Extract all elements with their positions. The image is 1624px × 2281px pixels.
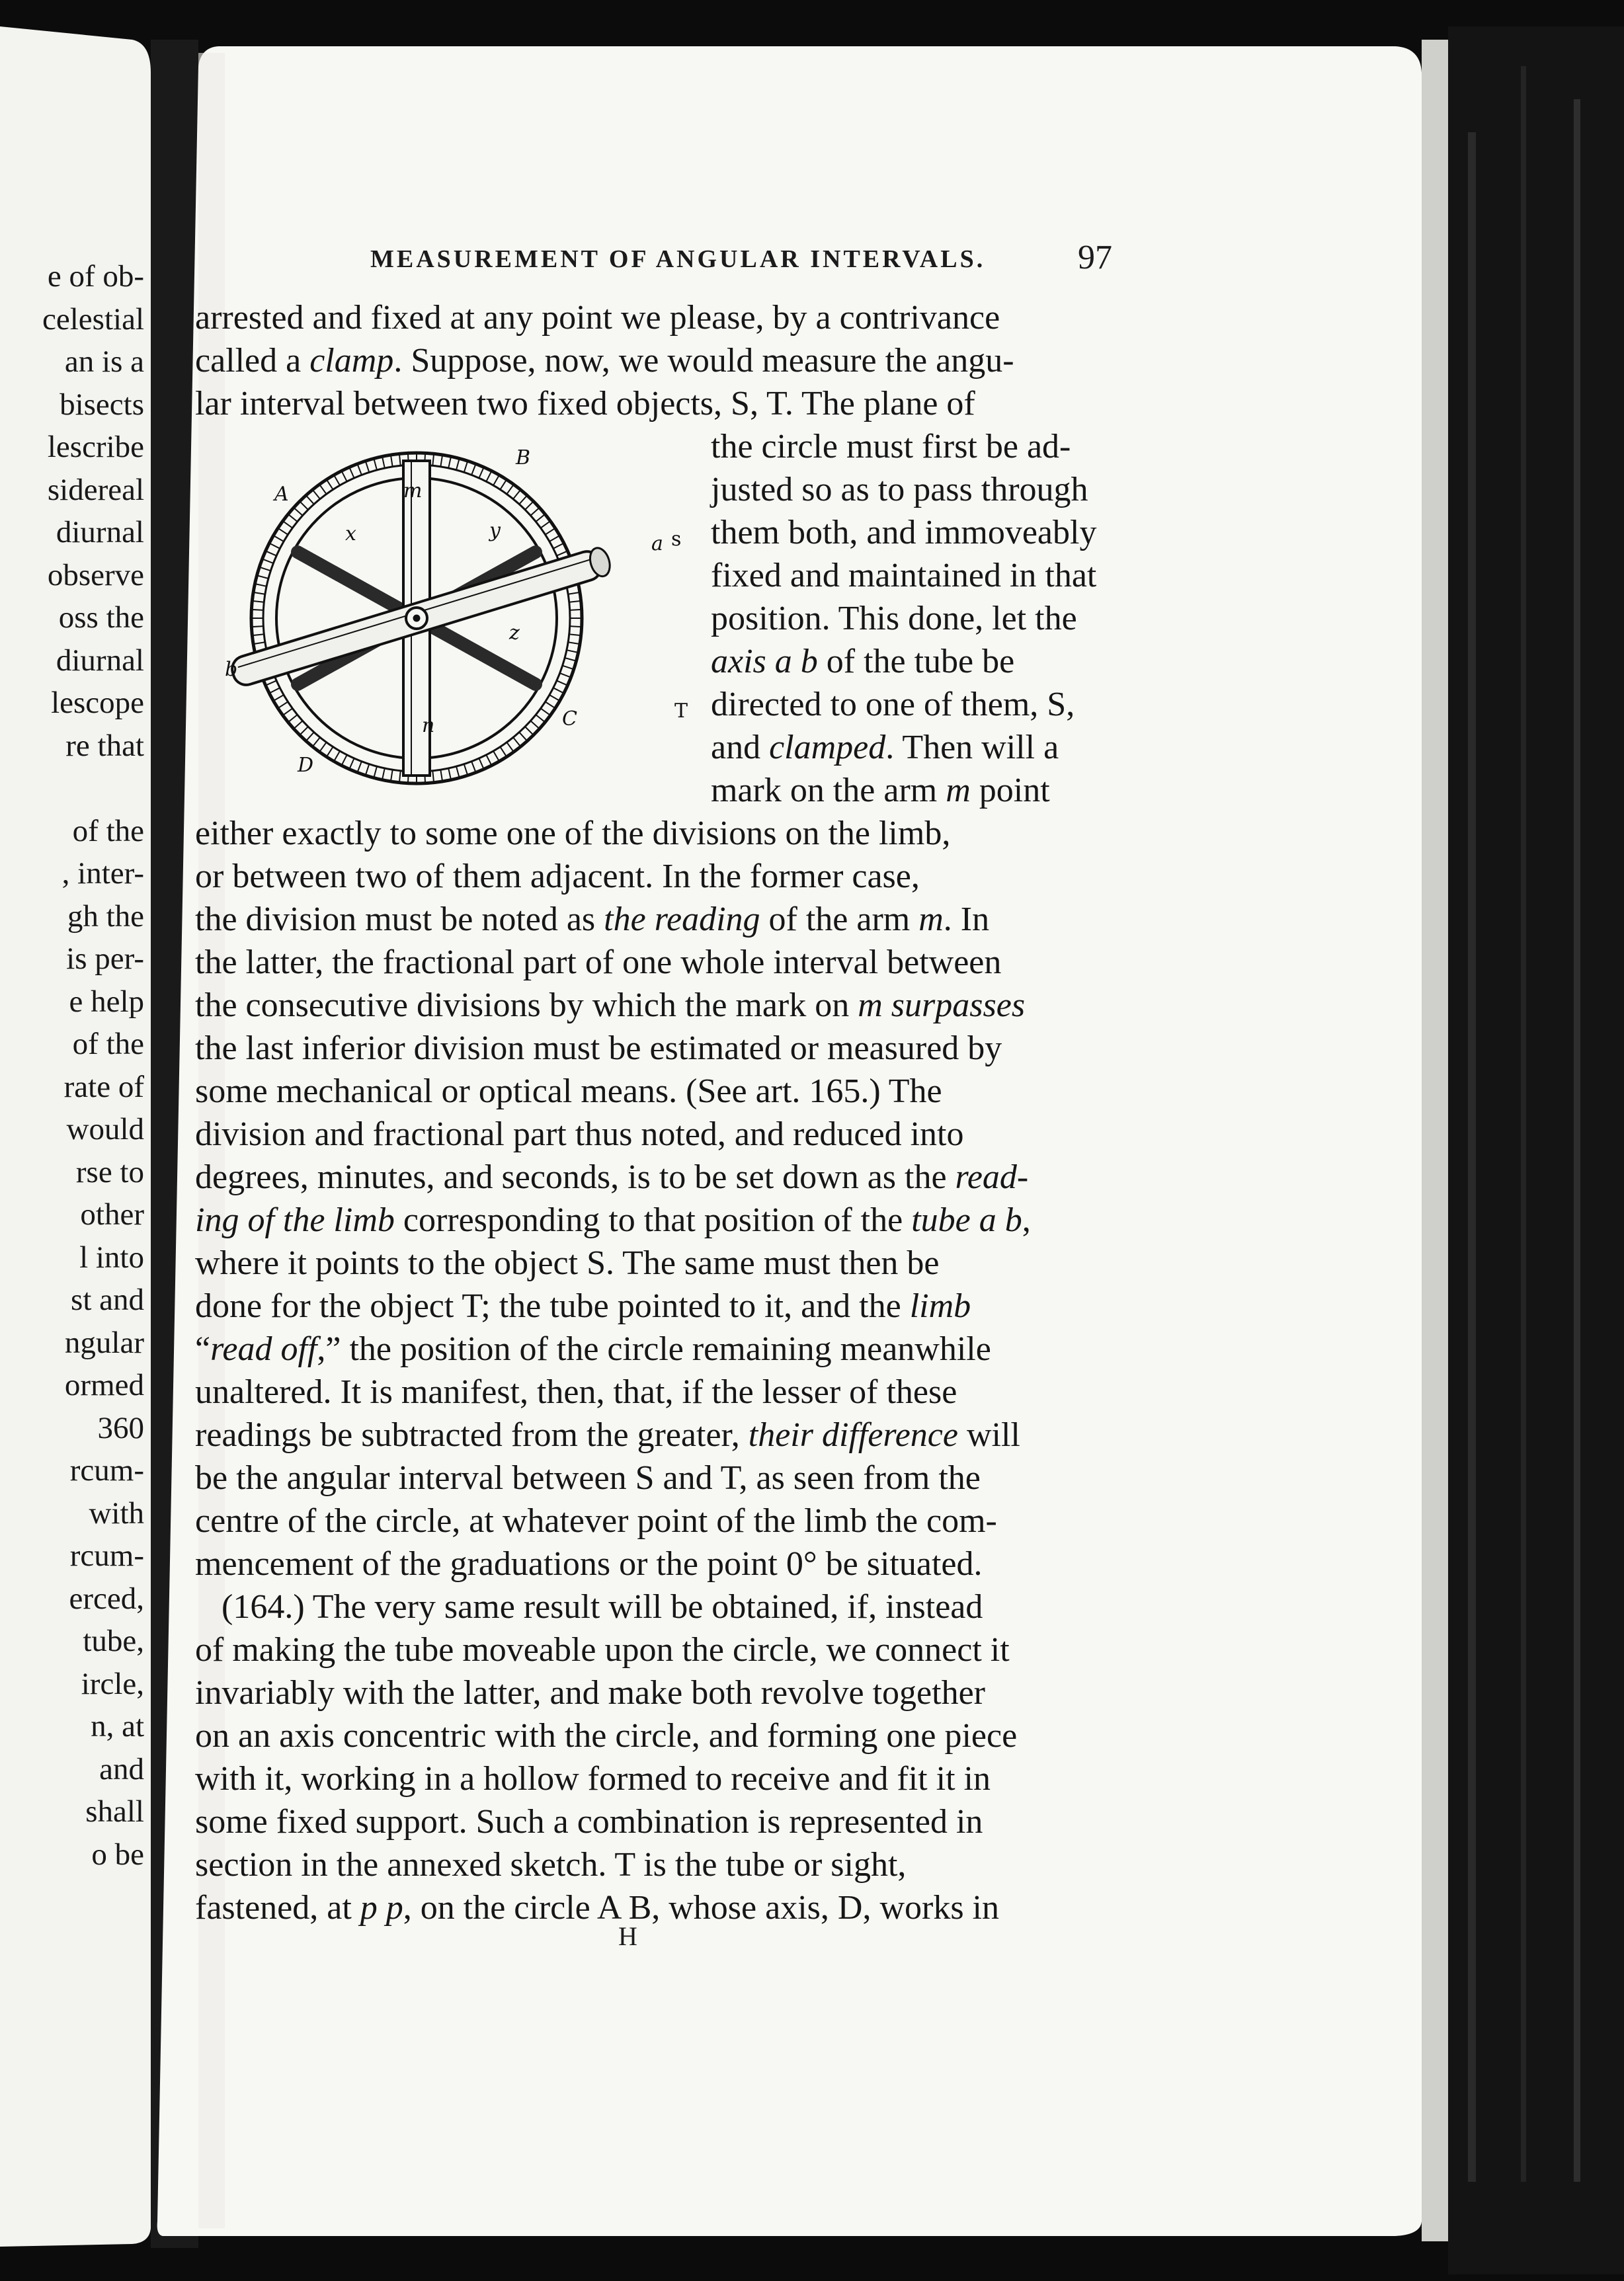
limb-graduation-tick: [500, 479, 507, 489]
text-line: some mechanical or optical means. (See art. 165.) The: [195, 1072, 942, 1110]
text-line: position. This done, let the: [711, 600, 1077, 637]
text-line: the last inferior division must be estimated or measured by: [195, 1029, 1002, 1067]
text-line: the consecutive divisions by which the mark on m surpasses: [195, 986, 1026, 1024]
limb-graduation-tick: [382, 768, 385, 780]
limb-graduation-tick: [500, 747, 507, 757]
limb-graduation-tick: [560, 673, 571, 678]
limb-graduation-tick: [294, 508, 302, 516]
limb-graduation-tick: [306, 495, 314, 504]
limb-graduation-tick: [546, 701, 555, 708]
limb-graduation-tick: [251, 626, 263, 627]
text-line: on an axis concentric with the circle, and forming one piece: [195, 1717, 1018, 1755]
text-line: done for the object T; the tube pointed to it, and the limb: [195, 1287, 971, 1325]
text-line: with it, working in a hollow formed to receive and fit it in: [195, 1760, 991, 1798]
limb-graduation-tick: [568, 592, 580, 594]
limb-graduation-tick: [471, 464, 476, 475]
graduated-circle-figure: [225, 430, 727, 800]
limb-graduation-tick: [274, 536, 284, 541]
limb-graduation-tick: [255, 584, 267, 586]
limb-graduation-tick: [456, 766, 460, 778]
left-page-fragment: e help: [69, 984, 144, 1019]
left-page-fragment: diurnal: [56, 643, 144, 678]
limb-graduation-tick: [294, 721, 302, 729]
limb-graduation-tick: [253, 642, 265, 644]
limb-graduation-tick: [507, 485, 514, 495]
limb-graduation-tick: [479, 467, 483, 479]
limb-graduation-tick: [257, 575, 268, 579]
left-page-fragment: 360: [97, 1410, 144, 1445]
left-page-fragment: with: [89, 1496, 144, 1531]
left-page-fragment: diurnal: [56, 515, 144, 549]
limb-graduation-tick: [252, 601, 264, 602]
figure-label-x: x: [345, 522, 356, 545]
limb-graduation-tick: [266, 551, 277, 555]
limb-graduation-tick: [278, 528, 288, 535]
limb-graduation-tick: [569, 601, 581, 602]
text-line: readings be subtracted from the greater, their difference will: [195, 1416, 1020, 1454]
limb-graduation-tick: [464, 461, 468, 472]
limb-graduation-tick: [530, 508, 539, 516]
limb-graduation-tick: [525, 501, 534, 510]
limb-graduation-tick: [486, 471, 491, 481]
limb-graduation-tick: [288, 514, 298, 522]
left-page-fragment: e of ob-: [47, 259, 144, 294]
left-page-fragment: celestial: [42, 301, 144, 337]
circle-diagram: [225, 430, 727, 800]
limb-graduation-tick: [269, 543, 280, 549]
limb-graduation-tick: [319, 742, 327, 752]
left-page-fragment: observe: [47, 557, 144, 592]
figure-label-D: D: [298, 754, 314, 777]
limb-graduation-tick: [479, 758, 483, 770]
limb-graduation-tick: [334, 475, 340, 486]
limb-graduation-tick: [313, 737, 320, 746]
limb-graduation-tick: [525, 727, 534, 735]
limb-graduation-tick: [334, 751, 340, 762]
text-line: mencement of the graduations or the point 0° be situated.: [195, 1545, 983, 1583]
left-page-fragment: oss the: [58, 600, 144, 635]
limb-graduation-tick: [313, 490, 320, 499]
text-line: arrested and fixed at any point we please, by a contrivance: [195, 299, 1000, 337]
left-page-fragment: gh the: [67, 899, 144, 934]
limb-graduation-tick: [519, 732, 527, 740]
figure-label-z: z: [509, 621, 520, 645]
left-page-fragment: of the: [72, 813, 144, 848]
text-line: invariably with the latter, and make both revolve together: [195, 1674, 985, 1712]
limb-graduation-tick: [327, 747, 333, 757]
limb-graduation-tick: [263, 559, 274, 563]
limb-graduation-tick: [471, 762, 476, 773]
limb-graduation-tick: [366, 461, 370, 472]
limb-graduation-tick: [530, 721, 539, 729]
limb-graduation-tick: [266, 680, 277, 685]
left-page-fragment: is per-: [66, 941, 144, 976]
limb-graduation-tick: [357, 762, 362, 773]
limb-graduation-tick: [570, 626, 582, 627]
limb-graduation-tick: [567, 650, 579, 653]
text-line: some fixed support. Such a combination is represented in: [195, 1803, 983, 1841]
figure-label-A: A: [274, 483, 289, 506]
figure-label-C: C: [562, 707, 577, 731]
text-line: “read off,” the position of the circle remaining meanwhile: [195, 1330, 991, 1368]
figure-label-a: a: [651, 532, 663, 555]
left-page-fragment: n, at: [91, 1709, 144, 1743]
text-line: or between two of them adjacent. In the former case,: [195, 858, 920, 895]
text-line: of making the tube moveable upon the circle, we connect it: [195, 1631, 1010, 1669]
limb-graduation-tick: [432, 454, 434, 465]
limb-graduation-tick: [464, 764, 468, 776]
text-line: mark on the arm m point: [711, 772, 1050, 809]
left-page-fragment: shall: [85, 1794, 144, 1829]
limb-graduation-tick: [349, 467, 354, 479]
limb-graduation-tick: [569, 634, 581, 635]
text-line: and clamped. Then will a: [711, 729, 1059, 766]
left-page-fragment: o be: [91, 1837, 144, 1872]
left-page-fragment: tube,: [83, 1624, 144, 1658]
signature-mark: H: [618, 1921, 637, 1951]
limb-graduation-tick: [269, 688, 280, 693]
text-line: called a clamp. Suppose, now, we would measure the angu-: [195, 342, 1014, 380]
left-page-fragment: an is a: [64, 344, 144, 379]
limb-graduation-tick: [448, 768, 451, 780]
figure-label-b: b: [225, 658, 238, 681]
limb-graduation-tick: [493, 475, 499, 486]
limb-graduation-tick: [536, 715, 545, 722]
limb-graduation-tick: [440, 770, 442, 781]
limb-graduation-tick: [374, 459, 377, 470]
text-line: lar interval between two fixed objects, S, T. The plane of: [195, 385, 975, 422]
limb-graduation-tick: [319, 485, 327, 495]
limb-graduation-tick: [553, 543, 564, 549]
limb-graduation-tick: [391, 770, 393, 781]
text-line: fixed and maintained in that: [711, 557, 1097, 594]
left-page-fragment: l into: [79, 1240, 144, 1275]
figure-label-B: B: [516, 446, 531, 469]
left-page-fragment: of the: [72, 1027, 144, 1061]
text-line: division and fractional part thus noted, and reduced into: [195, 1115, 964, 1153]
limb-graduation-tick: [565, 658, 576, 661]
left-page-fragment: re that: [65, 728, 144, 763]
limb-graduation-tick: [448, 457, 451, 469]
limb-graduation-tick: [563, 666, 574, 670]
left-page-fragment: st and: [71, 1283, 144, 1317]
limb-graduation-tick: [399, 454, 401, 465]
left-page-fragment: , inter-: [61, 856, 144, 891]
left-page-fragment: ormed: [64, 1368, 144, 1402]
limb-graduation-tick: [349, 758, 354, 770]
text-line: the circle must first be ad-: [711, 428, 1071, 465]
limb-graduation-tick: [300, 501, 308, 510]
limb-graduation-tick: [456, 459, 460, 470]
text-line: either exactly to some one of the divisions on the limb,: [195, 815, 951, 852]
limb-graduation-tick: [513, 737, 520, 746]
limb-graduation-tick: [440, 455, 442, 467]
text-line: ing of the limb corresponding to that position of the tube a b,: [195, 1201, 1031, 1239]
limb-graduation-tick: [541, 521, 551, 528]
figure-label-m: m: [403, 479, 423, 502]
left-page-fragment: erced,: [69, 1581, 144, 1616]
limb-graduation-tick: [306, 732, 314, 740]
limb-graduation-tick: [357, 464, 362, 475]
limb-graduation-tick: [283, 521, 293, 528]
text-line: section in the annexed sketch. T is the tube or sight,: [195, 1846, 907, 1884]
limb-graduation-tick: [327, 479, 333, 489]
limb-graduation-tick: [391, 455, 393, 467]
limb-graduation-tick: [549, 536, 560, 541]
limb-graduation-tick: [536, 514, 545, 522]
limb-graduation-tick: [252, 634, 264, 635]
text-line: fastened, at p p, on the circle A B, whose axis, D, works in: [195, 1889, 999, 1927]
left-page-fragments: [0, 40, 152, 2235]
limb-graduation-tick: [399, 771, 401, 783]
text-line: centre of the circle, at whatever point of the limb the com-: [195, 1502, 997, 1540]
text-line: unaltered. It is manifest, then, that, if the lesser of these: [195, 1373, 957, 1411]
left-page-fragment: rse to: [75, 1154, 144, 1189]
limb-graduation-tick: [549, 695, 560, 701]
figure-label-T: T: [674, 700, 688, 723]
limb-graduation-tick: [382, 457, 385, 469]
text-line: justed so as to pass through: [711, 471, 1088, 508]
limb-graduation-tick: [432, 771, 434, 783]
left-page-fragment: ngular: [64, 1325, 144, 1360]
limb-graduation-tick: [507, 742, 514, 752]
limb-graduation-tick: [557, 680, 568, 685]
text-line: where it points to the object S. The same must then be: [195, 1244, 940, 1282]
limb-graduation-tick: [342, 755, 347, 766]
text-line: be the angular interval between S and T, as seen from the: [195, 1459, 981, 1497]
limb-graduation-tick: [374, 766, 377, 778]
limb-graduation-tick: [541, 708, 551, 715]
running-head: MEASUREMENT OF ANGULAR INTERVALS.: [370, 245, 986, 273]
left-page-fragment: sidereal: [47, 472, 144, 507]
limb-graduation-tick: [493, 751, 499, 762]
left-page-fragment: rcum-: [69, 1453, 144, 1488]
figure-label-n: n: [422, 714, 435, 737]
left-page-fragment: lescope: [51, 686, 144, 720]
limb-graduation-tick: [253, 592, 265, 594]
limb-graduation-tick: [259, 567, 270, 571]
left-page-fragment: and: [99, 1751, 144, 1786]
limb-graduation-tick: [513, 490, 520, 499]
text-line: degrees, minutes, and seconds, is to be set down as the read-: [195, 1158, 1029, 1196]
text-line: the latter, the fractional part of one whole interval between: [195, 943, 1002, 981]
left-page-fragment: rate of: [63, 1069, 144, 1104]
limb-graduation-tick: [288, 715, 298, 722]
text-line: axis a b of the tube be: [711, 643, 1015, 680]
limb-graduation-tick: [486, 755, 491, 766]
left-page-fragment: would: [66, 1112, 144, 1146]
limb-graduation-tick: [283, 708, 293, 715]
figure-label-s: s: [671, 528, 682, 551]
figure-label-y: y: [489, 519, 501, 542]
limb-graduation-tick: [274, 695, 284, 701]
limb-graduation-tick: [568, 642, 580, 644]
left-page-fragment: bisects: [60, 387, 144, 422]
limb-graduation-tick: [278, 701, 288, 708]
text-line: (164.) The very same result will be obtained, if, instead: [222, 1588, 983, 1626]
left-page-fragment: other: [80, 1197, 144, 1232]
limb-graduation-tick: [366, 764, 370, 776]
limb-graduation-tick: [553, 688, 564, 693]
limb-graduation-tick: [342, 471, 347, 481]
text-line: them both, and immoveably: [711, 514, 1097, 551]
text-line: directed to one of them, S,: [711, 686, 1075, 723]
limb-graduation-tick: [519, 495, 527, 504]
limb-graduation-tick: [557, 551, 568, 555]
text-line: the division must be noted as the reading of the arm m. In: [195, 900, 990, 938]
page-number: 97: [1078, 239, 1112, 276]
left-page-fragment: rcum-: [69, 1539, 144, 1573]
limb-graduation-tick: [546, 528, 555, 535]
limb-graduation-tick: [300, 727, 308, 735]
left-page-fragment: ircle,: [81, 1666, 144, 1701]
left-page-fragment: lescribe: [47, 430, 144, 464]
